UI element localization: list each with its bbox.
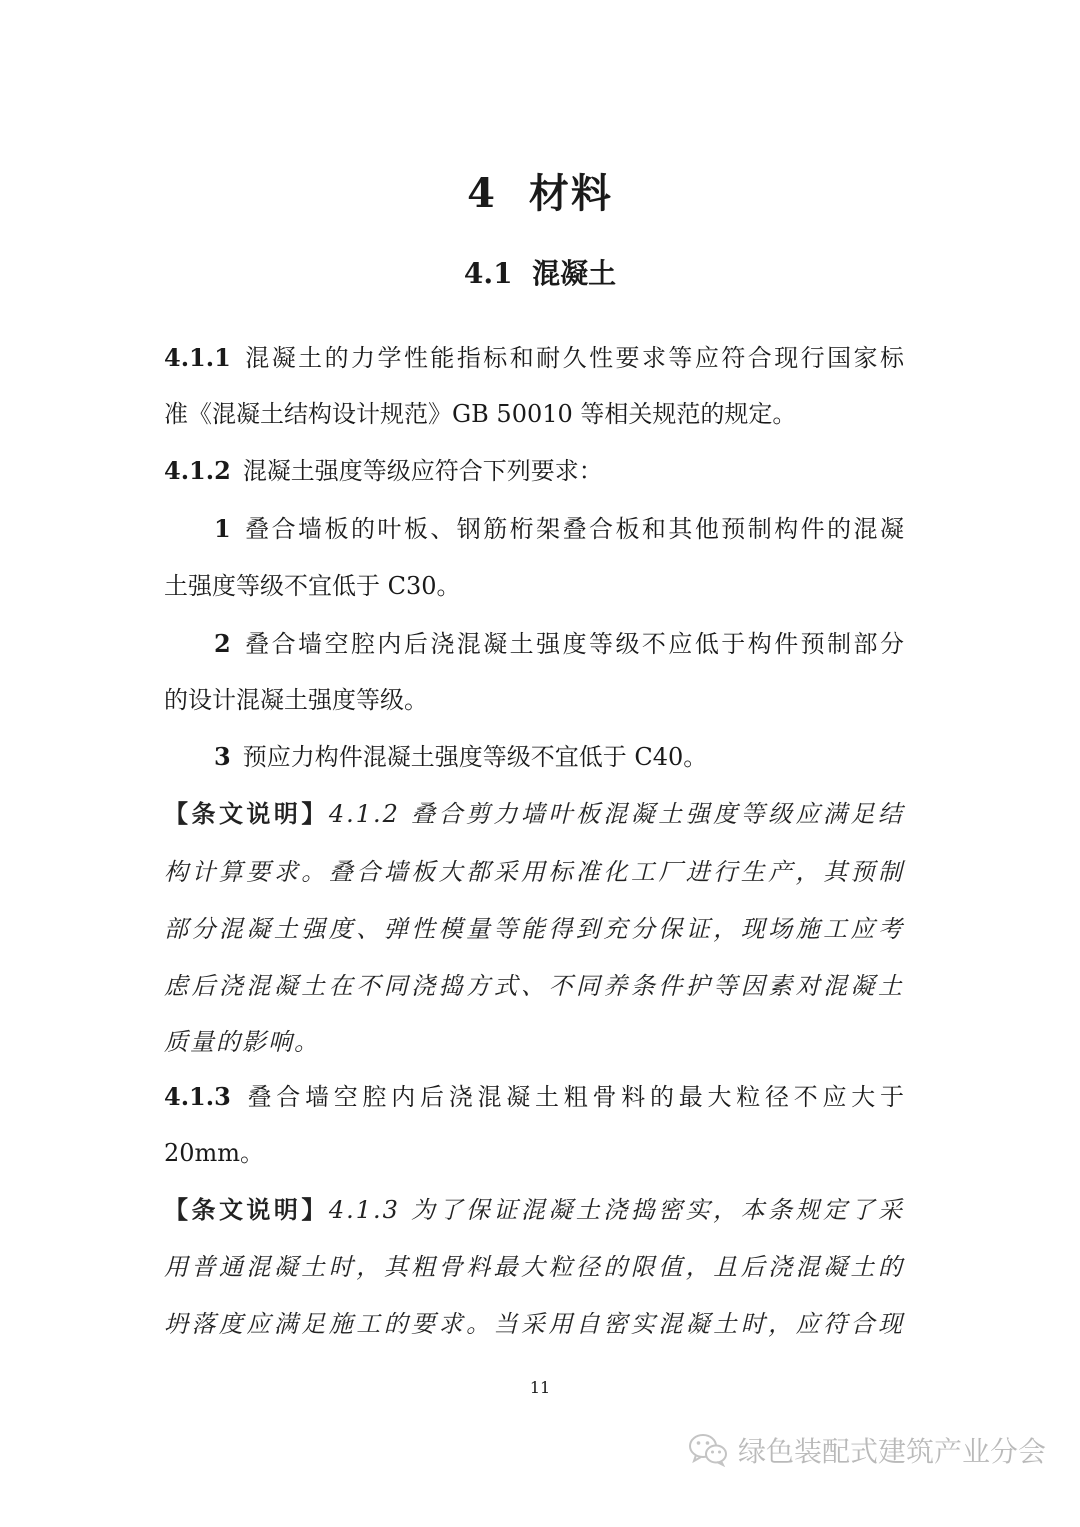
item-number: 3 [214,742,231,771]
item-text: 预应力构件混凝土强度等级不宜低于 C40。 [242,743,708,771]
note-4-1-2-line-4 [164,966,904,1006]
item-1-line-2 [164,566,904,606]
clause-number: 4.1.3 [164,1082,231,1111]
clause-4-1-3-line-1 [164,1077,904,1117]
note-4-1-3-line-2 [164,1247,904,1287]
clause-4-1-2-line-1 [164,451,904,491]
watermark [688,1430,1046,1470]
note-4-1-2-line-2 [164,852,904,892]
note-text: 4.1.3 为了保证混凝土浇捣密实，本条规定了采 [328,1196,904,1224]
wechat-icon [688,1433,728,1467]
item-text: 叠合墙空腔内后浇混凝土强度等级不应低于构件预制部分 [242,630,904,658]
note-4-1-2-line-1 [164,794,904,834]
clause-text: 叠合墙空腔内后浇混凝土粗骨料的最大粒径不应大于 [242,1083,904,1111]
chapter-title: 4 材料 [467,170,613,217]
watermark-text: 绿色装配式建筑产业分会 [737,1435,1046,1468]
clause-number: 4.1.1 [164,343,231,372]
note-text: 构计算要求。叠合墙板大都采用标准化工厂进行生产，其预制 [164,858,904,886]
note-text: 4.1.2 叠合剪力墙叶板混凝土强度等级应满足结 [328,800,904,828]
note-4-1-2-line-3 [164,909,904,949]
note-text: 虑后浇混凝土在不同浇捣方式、不同养条件护等因素对混凝土 [164,972,904,1000]
item-3-line-1 [214,737,904,777]
clause-text: 混凝土的力学性能指标和耐久性要求等应符合现行国家标 [242,344,904,372]
note-text: 坍落度应满足施工的要求。当采用自密实混凝土时，应符合现 [164,1310,904,1338]
note-4-1-3-line-1 [164,1190,904,1230]
clause-text: 20mm。 [164,1139,265,1167]
item-2-line-2 [164,680,904,720]
note-4-1-2-line-5 [164,1022,904,1062]
item-2-line-1 [214,624,904,664]
clause-text: 混凝土强度等级应符合下列要求： [242,457,603,485]
note-text: 部分混凝土强度、弹性模量等能得到充分保证，现场施工应考 [164,915,904,943]
item-number: 1 [214,514,231,543]
item-text: 土强度等级不宜低于 C30。 [164,572,461,600]
item-1-line-1 [214,509,904,549]
clause-4-1-1-line-2 [164,394,904,434]
clause-4-1-1-line-1 [164,338,904,378]
note-4-1-3-line-3 [164,1304,904,1344]
section-title: 4.1 混凝土 [463,257,617,290]
clause-text: 准《混凝土结构设计规范》GB 50010 等相关规范的规定。 [164,400,797,428]
clause-number: 4.1.2 [164,456,231,485]
item-number: 2 [214,629,231,658]
note-text: 质量的影响。 [164,1028,320,1056]
page-number: 11 [529,1378,551,1397]
item-text: 叠合墙板的叶板、钢筋桁架叠合板和其他预制构件的混凝 [242,515,904,543]
note-tag: 【条文说明】 [164,1195,329,1224]
note-text: 用普通混凝土时，其粗骨料最大粒径的限值，且后浇混凝土的 [164,1253,904,1281]
item-text: 的设计混凝土强度等级。 [164,686,428,714]
clause-4-1-3-line-2 [164,1133,904,1173]
note-tag: 【条文说明】 [164,799,329,828]
